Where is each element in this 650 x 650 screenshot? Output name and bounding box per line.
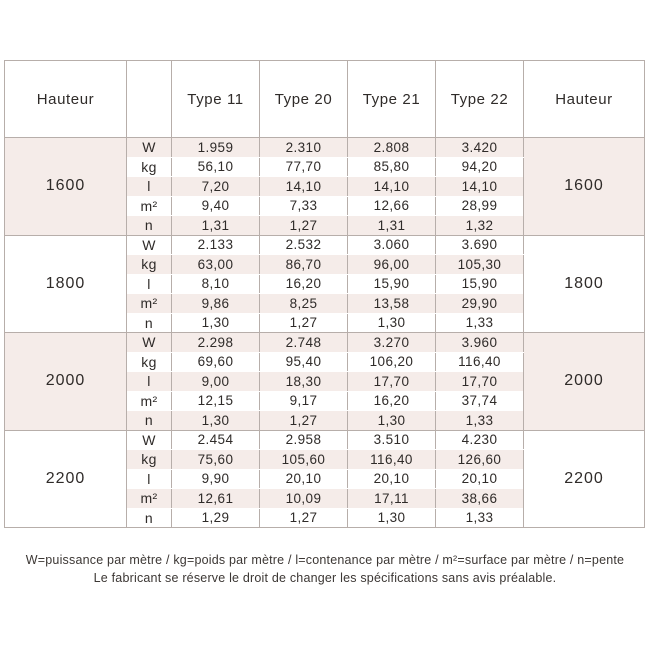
table-row bbox=[5, 138, 645, 158]
value-cell: 56,10 bbox=[172, 157, 260, 177]
value-cell: 126,60 bbox=[436, 450, 524, 470]
value-cell: 77,70 bbox=[260, 157, 348, 177]
unit-cell: l bbox=[127, 274, 172, 294]
value-cell: 3.960 bbox=[436, 333, 524, 353]
value-cell: 1,31 bbox=[348, 216, 436, 236]
value-cell: 13,58 bbox=[348, 294, 436, 314]
value-cell: 95,40 bbox=[260, 352, 348, 372]
unit-cell: n bbox=[127, 411, 172, 431]
value-cell: 8,10 bbox=[172, 274, 260, 294]
value-cell: 12,66 bbox=[348, 196, 436, 216]
value-cell: 106,20 bbox=[348, 352, 436, 372]
value-cell: 20,10 bbox=[436, 469, 524, 489]
value-cell: 94,20 bbox=[436, 157, 524, 177]
header-type-21: Type 21 bbox=[348, 61, 436, 138]
value-cell: 17,70 bbox=[348, 372, 436, 392]
value-cell: 15,90 bbox=[348, 274, 436, 294]
value-cell: 3.420 bbox=[436, 138, 524, 158]
hauteur-cell-left: 1800 bbox=[5, 235, 127, 333]
disclaimer-line: Le fabricant se réserve le droit de changer les spécifications sans avis préalable. bbox=[93, 571, 557, 586]
value-cell: 20,10 bbox=[260, 469, 348, 489]
value-cell: 14,10 bbox=[260, 177, 348, 197]
unit-cell: n bbox=[127, 313, 172, 333]
value-cell: 2.532 bbox=[260, 235, 348, 255]
hauteur-cell-right: 1600 bbox=[524, 138, 645, 236]
value-cell: 105,60 bbox=[260, 450, 348, 470]
unit-cell: kg bbox=[127, 352, 172, 372]
value-cell: 85,80 bbox=[348, 157, 436, 177]
value-cell: 1,30 bbox=[348, 508, 436, 528]
value-cell: 38,66 bbox=[436, 489, 524, 509]
unit-cell: m² bbox=[127, 489, 172, 509]
unit-cell: kg bbox=[127, 157, 172, 177]
header-type-20: Type 20 bbox=[260, 61, 348, 138]
value-cell: 8,25 bbox=[260, 294, 348, 314]
value-cell: 86,70 bbox=[260, 255, 348, 275]
hauteur-cell-right: 2000 bbox=[524, 333, 645, 431]
value-cell: 1.959 bbox=[172, 138, 260, 158]
legend-footer bbox=[0, 551, 650, 587]
value-cell: 9,90 bbox=[172, 469, 260, 489]
value-cell: 28,99 bbox=[436, 196, 524, 216]
value-cell: 29,90 bbox=[436, 294, 524, 314]
header-type-11: Type 11 bbox=[172, 61, 260, 138]
value-cell: 2.958 bbox=[260, 430, 348, 450]
value-cell: 105,30 bbox=[436, 255, 524, 275]
value-cell: 14,10 bbox=[348, 177, 436, 197]
unit-cell: m² bbox=[127, 196, 172, 216]
value-cell: 1,27 bbox=[260, 216, 348, 236]
value-cell: 1,27 bbox=[260, 313, 348, 333]
unit-cell: m² bbox=[127, 294, 172, 314]
value-cell: 12,15 bbox=[172, 391, 260, 411]
value-cell: 1,31 bbox=[172, 216, 260, 236]
unit-cell: m² bbox=[127, 391, 172, 411]
value-cell: 1,33 bbox=[436, 411, 524, 431]
unit-cell: kg bbox=[127, 255, 172, 275]
value-cell: 18,30 bbox=[260, 372, 348, 392]
unit-cell: W bbox=[127, 333, 172, 353]
table-row bbox=[5, 430, 645, 450]
hauteur-cell-left: 1600 bbox=[5, 138, 127, 236]
hauteur-cell-left: 2000 bbox=[5, 333, 127, 431]
value-cell: 1,29 bbox=[172, 508, 260, 528]
unit-cell: W bbox=[127, 430, 172, 450]
value-cell: 9,17 bbox=[260, 391, 348, 411]
value-cell: 2.298 bbox=[172, 333, 260, 353]
value-cell: 1,30 bbox=[348, 313, 436, 333]
hauteur-cell-left: 2200 bbox=[5, 430, 127, 528]
value-cell: 16,20 bbox=[260, 274, 348, 294]
unit-cell: l bbox=[127, 177, 172, 197]
value-cell: 116,40 bbox=[348, 450, 436, 470]
value-cell: 96,00 bbox=[348, 255, 436, 275]
value-cell: 1,30 bbox=[348, 411, 436, 431]
value-cell: 4.230 bbox=[436, 430, 524, 450]
unit-cell: n bbox=[127, 508, 172, 528]
unit-cell: n bbox=[127, 216, 172, 236]
value-cell: 10,09 bbox=[260, 489, 348, 509]
value-cell: 1,32 bbox=[436, 216, 524, 236]
hauteur-cell-right: 2200 bbox=[524, 430, 645, 528]
value-cell: 3.510 bbox=[348, 430, 436, 450]
value-cell: 1,33 bbox=[436, 313, 524, 333]
value-cell: 9,00 bbox=[172, 372, 260, 392]
header-hauteur-right: Hauteur bbox=[524, 61, 645, 138]
value-cell: 3.270 bbox=[348, 333, 436, 353]
header-row bbox=[5, 61, 645, 138]
value-cell: 9,40 bbox=[172, 196, 260, 216]
unit-cell: l bbox=[127, 469, 172, 489]
value-cell: 37,74 bbox=[436, 391, 524, 411]
value-cell: 14,10 bbox=[436, 177, 524, 197]
value-cell: 20,10 bbox=[348, 469, 436, 489]
unit-cell: l bbox=[127, 372, 172, 392]
value-cell: 17,11 bbox=[348, 489, 436, 509]
header-unit-column bbox=[127, 61, 172, 138]
value-cell: 2.808 bbox=[348, 138, 436, 158]
value-cell: 1,27 bbox=[260, 508, 348, 528]
value-cell: 9,86 bbox=[172, 294, 260, 314]
value-cell: 1,30 bbox=[172, 411, 260, 431]
value-cell: 7,20 bbox=[172, 177, 260, 197]
value-cell: 3.690 bbox=[436, 235, 524, 255]
value-cell: 15,90 bbox=[436, 274, 524, 294]
unit-cell: kg bbox=[127, 450, 172, 470]
value-cell: 116,40 bbox=[436, 352, 524, 372]
value-cell: 2.310 bbox=[260, 138, 348, 158]
value-cell: 1,33 bbox=[436, 508, 524, 528]
value-cell: 7,33 bbox=[260, 196, 348, 216]
header-hauteur-left: Hauteur bbox=[5, 61, 127, 138]
unit-cell: W bbox=[127, 138, 172, 158]
value-cell: 1,27 bbox=[260, 411, 348, 431]
table-row bbox=[5, 333, 645, 353]
header-type-22: Type 22 bbox=[436, 61, 524, 138]
value-cell: 12,61 bbox=[172, 489, 260, 509]
spec-table-body bbox=[5, 138, 645, 528]
value-cell: 1,30 bbox=[172, 313, 260, 333]
value-cell: 63,00 bbox=[172, 255, 260, 275]
value-cell: 16,20 bbox=[348, 391, 436, 411]
value-cell: 2.454 bbox=[172, 430, 260, 450]
value-cell: 17,70 bbox=[436, 372, 524, 392]
hauteur-cell-right: 1800 bbox=[524, 235, 645, 333]
unit-cell: W bbox=[127, 235, 172, 255]
spec-table bbox=[4, 60, 645, 528]
legend-line: W=puissance par mètre / kg=poids par mètre / l=contenance par mètre / m²=surface par mètre / n=pente bbox=[25, 553, 625, 567]
value-cell: 2.133 bbox=[172, 235, 260, 255]
value-cell: 69,60 bbox=[172, 352, 260, 372]
value-cell: 75,60 bbox=[172, 450, 260, 470]
table-row bbox=[5, 235, 645, 255]
value-cell: 2.748 bbox=[260, 333, 348, 353]
value-cell: 3.060 bbox=[348, 235, 436, 255]
